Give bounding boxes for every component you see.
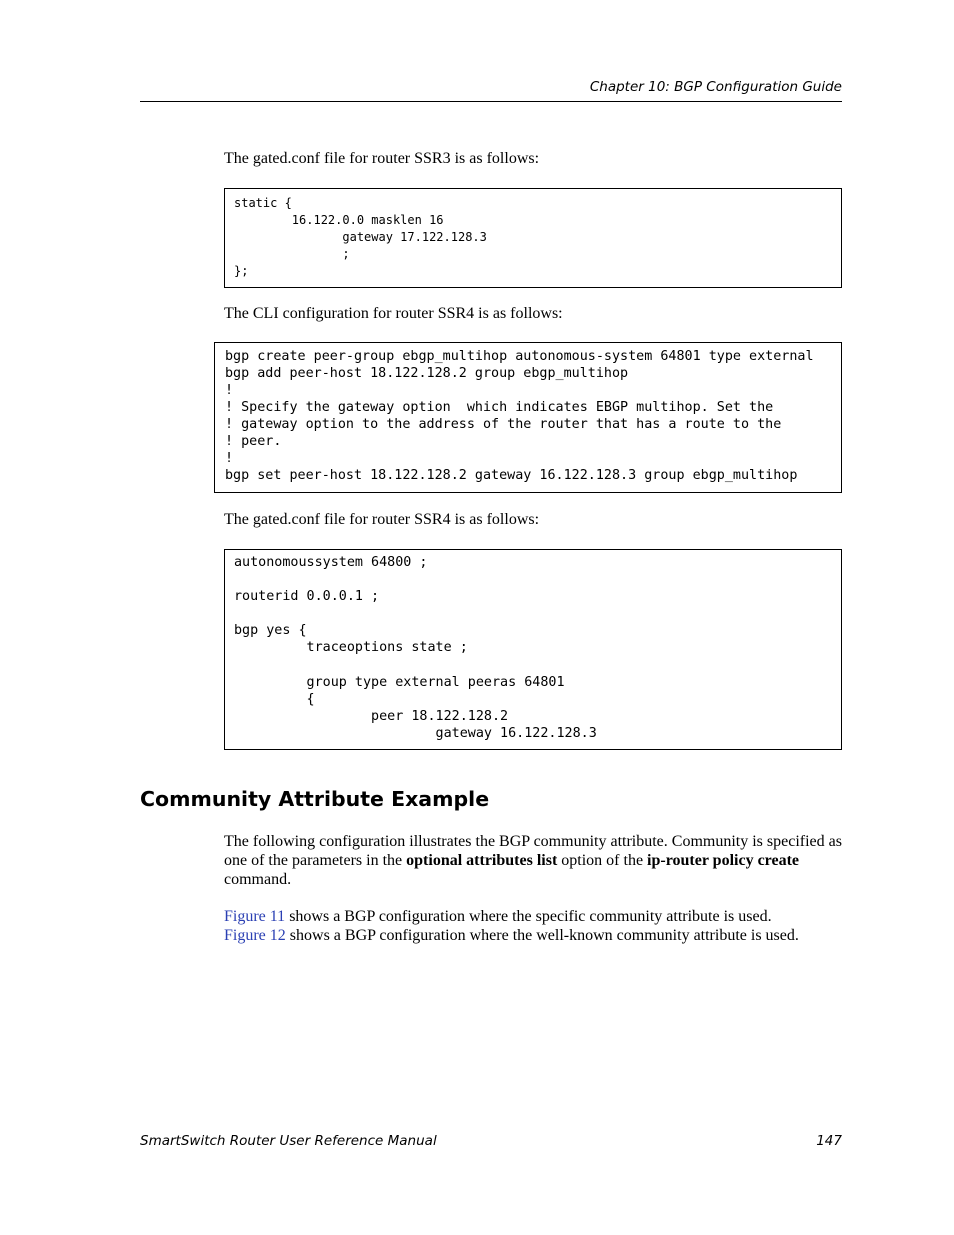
optional-attributes-list-term: optional attributes list: [406, 852, 558, 869]
ssr4-gated-code-block: autonomoussystem 64800 ; routerid 0.0.0.1 ; bgp yes { traceoptions state ; group type external peeras 64801 { peer 18.122.128.2 gateway 16.122.128.3: [224, 549, 842, 750]
intro-ssr3-paragraph: The gated.conf file for router SSR3 is as follows:: [224, 150, 540, 167]
section-title: Community Attribute Example: [140, 787, 490, 811]
ip-router-policy-create-term: ip-router policy create: [647, 852, 800, 869]
figure-reference-paragraph: [224, 907, 854, 945]
paragraph-text: The following configuration illustrates the BGP community attribute. Community is specified as one of the parameters in the: [224, 833, 842, 869]
ssr3-gated-code-block: static { 16.122.0.0 masklen 16 gateway 17.122.128.3 ; };: [224, 188, 842, 288]
page-number: 147: [816, 1133, 842, 1149]
header-rule: [140, 101, 842, 102]
paragraph-text: shows a BGP configuration where the well-known community attribute is used.: [285, 927, 799, 944]
community-description-paragraph: [224, 832, 844, 889]
intro-ssr4-gated-paragraph: The gated.conf file for router SSR4 is as follows:: [224, 511, 540, 528]
paragraph-text: option of the: [557, 852, 648, 869]
figure-11-link[interactable]: Figure 11: [224, 908, 286, 925]
figure-12-link[interactable]: Figure 12: [224, 927, 286, 944]
footer-manual-title: SmartSwitch Router User Reference Manual: [140, 1133, 437, 1149]
paragraph-text: shows a BGP configuration where the specific community attribute is used.: [285, 908, 772, 925]
paragraph-text: command.: [224, 871, 292, 888]
chapter-header: Chapter 10: BGP Configuration Guide: [589, 79, 842, 95]
intro-ssr4-cli-paragraph: The CLI configuration for router SSR4 is as follows:: [224, 305, 563, 322]
ssr4-cli-code-block: bgp create peer-group ebgp_multihop autonomous-system 64801 type external bgp add peer-host 18.122.128.2 group ebgp_multihop ! ! Specify the gateway option which indicates EBGP multihop. Set the ! gateway option to the address of the router that has a route to the ! peer. ! bgp set peer-host 18.122.128.2 gateway 16.122.128.3 group ebgp_multihop: [214, 342, 842, 493]
